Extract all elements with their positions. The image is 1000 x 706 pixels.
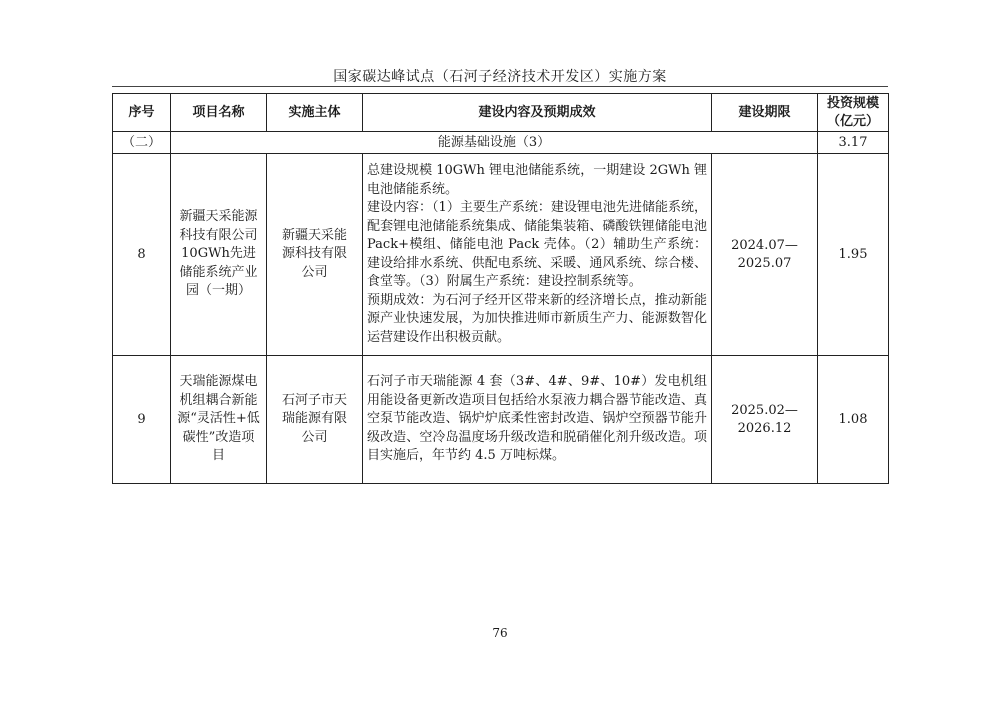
row-index: 9 (113, 356, 171, 484)
table-row (113, 154, 889, 356)
column-header-name: 项目名称 (171, 94, 267, 132)
column-header-index: 序号 (113, 94, 171, 132)
project-name: 新疆天采能源科技有限公司10GWh先进储能系统产业园（一期） (171, 154, 267, 356)
content-paragraph: 石河子市天瑞能源 4 套（3#、4#、9#、10#）发电机组用能设备更新改造项目包括给水泵液力耦合器节能改造、真空泵节能改造、锅炉炉底柔性密封改造、锅炉空预器节能升级改造、空冷岛温度场升级改造和脱硝催化剂升级改造。项目实施后，年节约 4.5 万吨标煤。 (367, 374, 707, 464)
implementing-entity: 新疆天采能源科技有限公司 (267, 154, 363, 356)
project-table (112, 93, 889, 484)
implementing-entity: 石河子市天瑞能源有限公司 (267, 356, 363, 484)
column-header-investment: 投资规模（亿元） (818, 94, 889, 132)
investment-amount: 1.95 (818, 154, 889, 356)
content-paragraph: 总建设规模 10GWh 锂电池储能系统，一期建设 2GWh 锂电池储能系统。 (367, 163, 707, 197)
column-header-org: 实施主体 (267, 94, 363, 132)
column-header-content: 建设内容及预期成效 (363, 94, 712, 132)
content-paragraph: 预期成效：为石河子经开区带来新的经济增长点，推动新能源产业快速发展，为加快推进师市新质生产力、能源数智化运营建设作出积极贡献。 (367, 292, 707, 345)
project-name: 天瑞能源煤电机组耦合新能源“灵活性+低碳性”改造项目 (171, 356, 267, 484)
document-header-title: 国家碳达峰试点（石河子经济技术开发区）实施方案 (333, 69, 667, 85)
investment-amount: 1.08 (818, 356, 889, 484)
page-number: 76 (492, 626, 508, 640)
project-content (363, 154, 712, 356)
construction-period: 2025.02—2026.12 (712, 356, 818, 484)
section-index: （二） (113, 132, 171, 154)
table-header-row (113, 94, 889, 132)
content-paragraph: 建设内容：（1）主要生产系统：建设锂电池先进储能系统，配套锂电池储能系统集成、储能集装箱、磷酸铁锂储能电池 Pack+模组、储能电池 Pack 壳体。（2）辅助生产系统：建设给排水系统、供配电系统、采暖、通风系统、综合楼、食堂等。（3）附属生产系统：建设控制系统等。 (367, 200, 707, 289)
section-investment: 3.17 (818, 132, 889, 154)
header-divider (112, 86, 888, 87)
row-index: 8 (113, 154, 171, 356)
construction-period: 2024.07—2025.07 (712, 154, 818, 356)
section-label: 能源基础设施（3） (171, 132, 818, 154)
column-header-period: 建设期限 (712, 94, 818, 132)
section-row (113, 132, 889, 154)
table-row (113, 356, 889, 484)
project-content (363, 356, 712, 484)
